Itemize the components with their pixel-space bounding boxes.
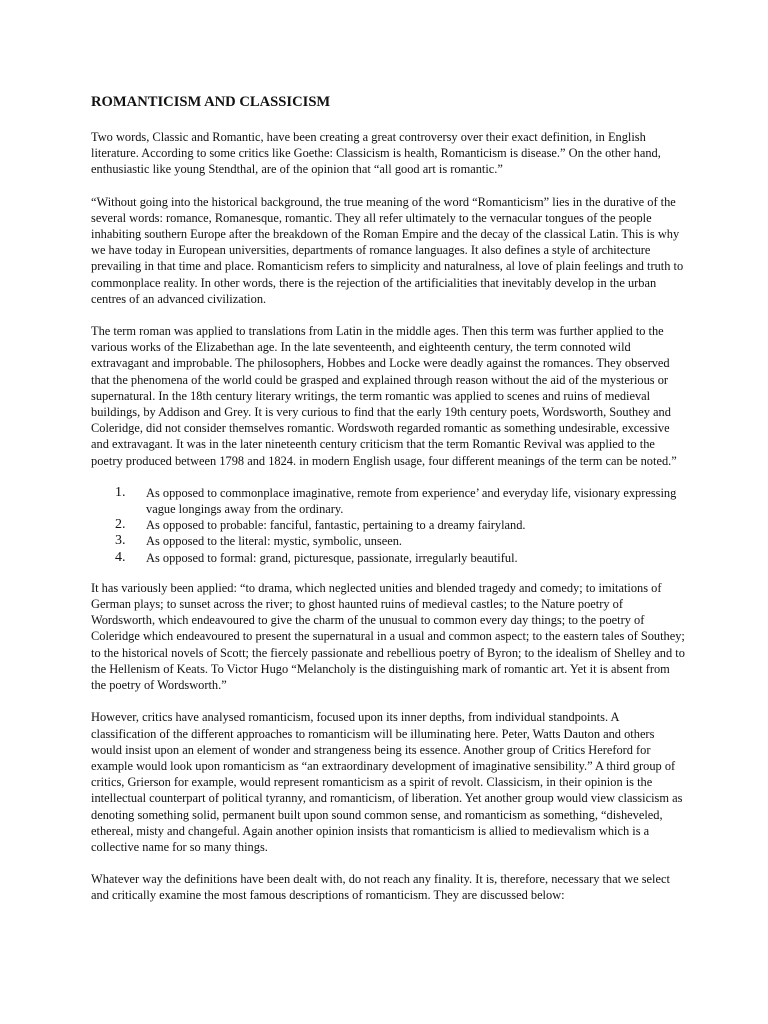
list-item <box>91 485 686 517</box>
meanings-list <box>91 485 686 566</box>
list-text: As opposed to commonplace imaginative, remote from experience’ and everyday life, visionary expressing vague longings away from the ordinary. <box>146 485 677 517</box>
list-number: 2. <box>115 517 126 533</box>
paragraph-definition-controversy: Two words, Classic and Romantic, have been creating a great controversy over their exact definition, in English literature. According to some critics like Goethe: Classicism is health, Romanticism is disease.” On the other hand, enthusiastic like young Stendthal, are of the opinion that “all good art is romantic.” <box>91 130 661 177</box>
list-number: 4. <box>115 549 126 565</box>
list-item <box>91 550 686 566</box>
list-number: 3. <box>115 533 126 549</box>
paragraph-history-of-term: The term roman was applied to translations from Latin in the middle ages. Then this term was further applied to the various works of the Elizabethan age. In the late seventeenth, and eighteenth century, the term connoted wild extravagant and improbable. The philosophers, Hobbes and Locke were deadly against the romances. They observed that the phenomena of the world could be grasped and explained through reason without the aid of the mysterious or supernatural. In the 18th century literary writings, the term romantic was applied to scenes and ruins of medieval buildings, by Addison and Grey. It is very curious to find that the early 19th century poets, Wordsworth, Southey and Coleridge, did not consider themselves romantic. Wordswoth regarded romantic as something undesirable, excessive and extravagant. It was in the later nineteenth century criticism that the term Romantic Revival was applied to the poetry produced between 1798 and 1824. in modern English usage, four different meanings of the term can be noted.” <box>91 324 677 468</box>
paragraph-applications: It has variously been applied: “to drama, which neglected unities and blended tragedy and comedy; to imitations of German plays; to sunset across the river; to ghost haunted ruins of medieval castles; to the Nature poetry of Wordsworth, which endeavoured to give the charm of the unusual to common every day things; to the poetry of Coleridge which endeavoured to present the supernatural in a usual and common aspect; to the eastern tales of Southey; to the historical novels of Scott; the fiercely passionate and rebellious poetry of Byron; to the idealism of Shelley and to the Hellenism of Keats. To Victor Hugo “Melancholy is the distinguishing mark of romantic art. Yet it is absent from the poetry of Wordsworth.” <box>91 580 685 693</box>
paragraph-meaning-of-romanticism: “Without going into the historical background, the true meaning of the word “Romanticism” lies in the durative of the several words: romance, Romanesque, romantic. They all refer ultimately to the vernacular tongues of the people inhabiting southern Europe after the breakdown of the Roman Empire and the decay of the classical Latin. This is why we have today in European universities, departments of romance languages. It also defines a style of architecture prevailing in that time and place. Romanticism refers to simplicity and naturalness, al love of plain feelings and truth to commonplace reality. In other words, there is the rejection of the artificialities that inevitably develop in the urban centres of an advanced civilization. <box>91 194 684 306</box>
list-item <box>91 533 686 549</box>
list-text: As opposed to the literal: mystic, symbolic, unseen. <box>146 534 403 549</box>
list-number: 1. <box>115 484 126 500</box>
document-title: ROMANTICISM AND CLASSICISM <box>91 94 331 110</box>
list-text: As opposed to probable: fanciful, fantastic, pertaining to a dreamy fairyland. <box>146 518 526 533</box>
paragraph-conclusion: Whatever way the definitions have been dealt with, do not reach any finality. It is, therefore, necessary that we select and critically examine the most famous descriptions of romanticism. They are discussed below: <box>91 872 670 903</box>
list-text: As opposed to formal: grand, picturesque, passionate, irregularly beautiful. <box>146 550 518 565</box>
list-item <box>91 517 686 533</box>
paragraph-critical-approaches: However, critics have analysed romanticism, focused upon its inner depths, from individual standpoints. A classification of the different approaches to romanticism will be illuminating here. Peter, Watts Dauton and others would insist upon an element of wonder and strangeness being its essence. Another group of Critics Hereford for example would look upon romanticism as “an extraordinary development of imaginative sensibility.” A third group of critics, Grierson for example, would represent romanticism as a spirit of revolt. Classicism, in their opinion is the intellectual counterpart of political tyranny, and romanticism, of liberation. Yet another group would view classicism as denoting something solid, permanent built upon sound common sense, and romanticism as something, “disheveled, ethereal, misty and changeful. Again another opinion insists that romanticism is allied to medievalism which is a collective name for so many things. <box>91 710 683 854</box>
